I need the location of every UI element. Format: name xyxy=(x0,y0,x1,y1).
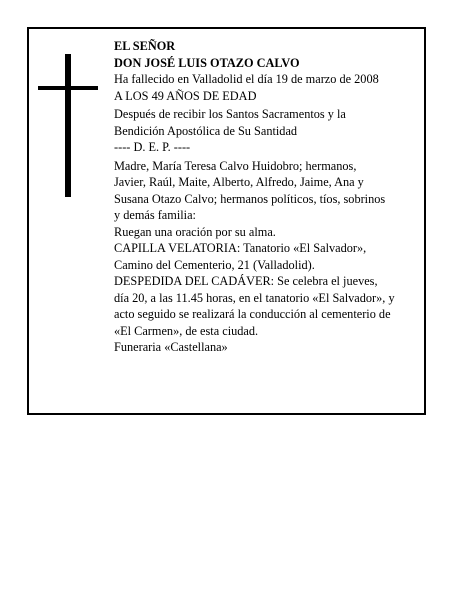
family-line: Javier, Raúl, Maite, Alberto, Alfredo, Jaime, Ana y xyxy=(114,175,364,189)
rip-line: ---- D. E. P. ---- xyxy=(114,140,191,154)
age-statement: A LOS 49 AÑOS DE EDAD xyxy=(114,88,257,103)
farewell-line: día 20, a las 11.45 horas, en el tanatorio «El Salvador», y xyxy=(114,290,395,305)
sacraments-line: Después de recibir los Santos Sacramentos y la xyxy=(114,107,346,121)
family-line: Susana Otazo Calvo; hermanos políticos, tíos, sobrinos xyxy=(114,191,386,206)
funeral-home: Funeraria «Castellana» xyxy=(114,340,228,354)
obituary-text xyxy=(114,38,426,356)
notice-title: EL SEÑOR xyxy=(114,39,176,53)
chapel-line: Camino del Cementerio, 21 (Valladolid). xyxy=(114,257,315,272)
family-line: Madre, María Teresa Calvo Huidobro; hermanos, xyxy=(114,158,357,173)
prayer-request: Ruegan una oración por su alma. xyxy=(114,224,276,239)
cross-vertical-bar xyxy=(65,54,71,197)
family-line: y demás familia: xyxy=(114,208,196,222)
farewell-line: acto seguido se realizará la conducción al cementerio de xyxy=(114,307,391,321)
cross-icon xyxy=(38,54,98,197)
deceased-name: DON JOSÉ LUIS OTAZO CALVO xyxy=(114,55,300,70)
chapel-line: CAPILLA VELATORIA: Tanatorio «El Salvador», xyxy=(114,241,367,255)
farewell-line: DESPEDIDA DEL CADÁVER: Se celebra el jueves, xyxy=(114,274,378,288)
death-statement: Ha fallecido en Valladolid el día 19 de marzo de 2008 xyxy=(114,72,379,86)
cross-horizontal-bar xyxy=(38,86,98,90)
farewell-line: «El Carmen», de esta ciudad. xyxy=(114,323,259,338)
sacraments-line: Bendición Apostólica de Su Santidad xyxy=(114,123,298,138)
